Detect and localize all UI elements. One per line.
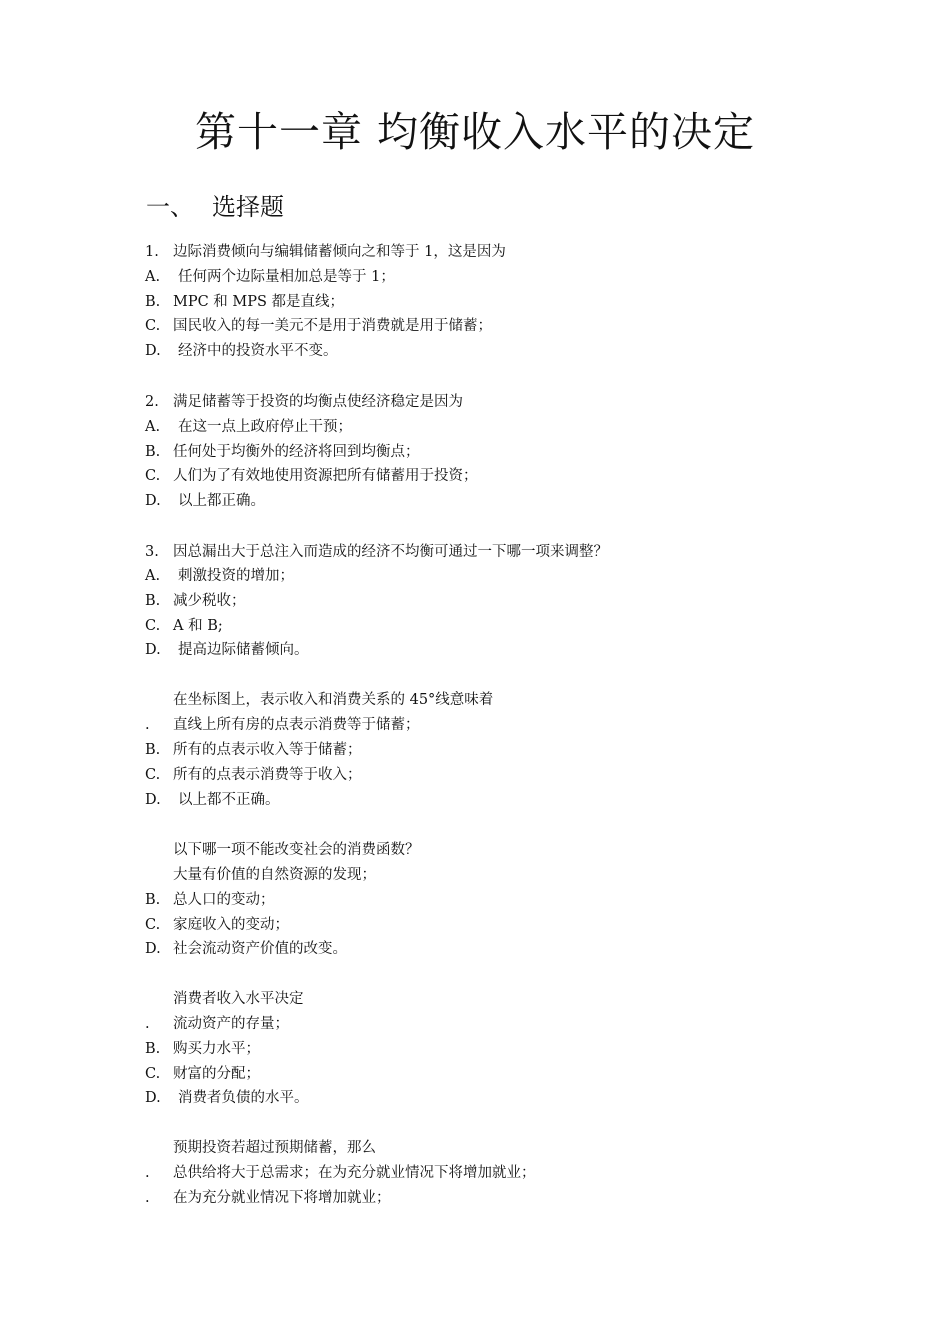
item-marker: . bbox=[145, 717, 150, 733]
question-line bbox=[0, 1086, 950, 1110]
item-text: 人们为了有效地使用资源把所有储蓄用于投资； bbox=[173, 468, 478, 484]
item-marker: B. bbox=[145, 294, 161, 310]
item-marker: D. bbox=[145, 493, 161, 509]
question-line bbox=[0, 1012, 950, 1036]
item-text: 所有的点表示收入等于储蓄； bbox=[173, 742, 362, 758]
item-marker: D. bbox=[145, 941, 161, 957]
question-line bbox=[0, 1062, 950, 1086]
item-marker: . bbox=[145, 1016, 150, 1032]
item-text: 任何两个边际量相加总是等于 1； bbox=[178, 269, 395, 285]
question-line bbox=[0, 838, 950, 862]
question-line bbox=[0, 1161, 950, 1185]
item-marker: C. bbox=[145, 468, 161, 484]
question-line bbox=[0, 440, 950, 464]
item-text: 国民收入的每一美元不是用于消费就是用于储蓄； bbox=[173, 318, 492, 334]
item-marker: B. bbox=[145, 444, 161, 460]
question-line bbox=[0, 1037, 950, 1061]
item-text: 以下哪一项不能改变社会的消费函数？ bbox=[173, 842, 420, 858]
section-label: 选择题 bbox=[212, 193, 284, 221]
question-line bbox=[0, 688, 950, 712]
question-line bbox=[0, 863, 950, 887]
item-marker: 1. bbox=[145, 244, 159, 260]
item-marker: D. bbox=[145, 642, 161, 658]
question-line bbox=[0, 713, 950, 737]
item-text: 所有的点表示消费等于收入； bbox=[173, 767, 362, 783]
question-line bbox=[0, 638, 950, 662]
question-line bbox=[0, 265, 950, 289]
item-marker: B. bbox=[145, 892, 161, 908]
item-text: 总供给将大于总需求；在为充分就业情况下将增加就业； bbox=[173, 1165, 536, 1181]
section-heading bbox=[146, 191, 284, 223]
item-marker: . bbox=[145, 1190, 150, 1206]
item-text: 流动资产的存量； bbox=[173, 1016, 289, 1032]
item-text: 大量有价值的自然资源的发现； bbox=[173, 867, 376, 883]
item-text: 在这一点上政府停止干预； bbox=[178, 419, 352, 435]
item-text: A 和 B; bbox=[173, 618, 223, 634]
item-text: 任何处于均衡外的经济将回到均衡点； bbox=[173, 444, 420, 460]
item-marker: D. bbox=[145, 343, 161, 359]
item-marker: C. bbox=[145, 917, 161, 933]
item-marker: A. bbox=[145, 568, 161, 584]
question-line bbox=[0, 540, 950, 564]
question-line bbox=[0, 937, 950, 961]
item-marker: A. bbox=[145, 269, 161, 285]
question-line bbox=[0, 888, 950, 912]
item-marker: D. bbox=[145, 1090, 161, 1106]
question-line bbox=[0, 564, 950, 588]
item-text: 财富的分配； bbox=[173, 1066, 260, 1082]
item-text: 在坐标图上，表示收入和消费关系的 45°线意味着 bbox=[173, 692, 494, 708]
item-text: 满足储蓄等于投资的均衡点使经济稳定是因为 bbox=[173, 394, 463, 410]
item-text: 直线上所有房的点表示消费等于储蓄； bbox=[173, 717, 420, 733]
item-marker: 3. bbox=[145, 544, 159, 560]
item-marker: C. bbox=[145, 1066, 161, 1082]
question-line bbox=[0, 763, 950, 787]
item-marker: C. bbox=[145, 767, 161, 783]
question-line bbox=[0, 1136, 950, 1160]
item-marker: C. bbox=[145, 618, 161, 634]
question-line bbox=[0, 489, 950, 513]
question-line bbox=[0, 464, 950, 488]
item-marker: . bbox=[145, 1165, 150, 1181]
question-line bbox=[0, 290, 950, 314]
page-title: 第十一章 均衡收入水平的决定 bbox=[194, 108, 756, 156]
item-text: 提高边际储蓄倾向。 bbox=[178, 642, 309, 658]
item-text: 因总漏出大于总注入而造成的经济不均衡可通过一下哪一项来调整？ bbox=[173, 544, 608, 560]
question-line bbox=[0, 339, 950, 363]
item-text: 家庭收入的变动； bbox=[173, 917, 289, 933]
item-text: 刺激投资的增加； bbox=[178, 568, 294, 584]
item-text: 预期投资若超过预期储蓄，那么 bbox=[173, 1140, 376, 1156]
question-line bbox=[0, 738, 950, 762]
item-text: 边际消费倾向与编辑储蓄倾向之和等于 1，这是因为 bbox=[173, 244, 506, 260]
item-text: 总人口的变动； bbox=[173, 892, 275, 908]
item-text: 以上都正确。 bbox=[178, 493, 265, 509]
question-line bbox=[0, 390, 950, 414]
question-line bbox=[0, 415, 950, 439]
section-number: 一、 bbox=[146, 193, 194, 221]
item-text: 社会流动资产价值的改变。 bbox=[173, 941, 347, 957]
item-text: 经济中的投资水平不变。 bbox=[178, 343, 338, 359]
item-marker: D. bbox=[145, 792, 161, 808]
question-line bbox=[0, 987, 950, 1011]
item-text: 以上都不正确。 bbox=[178, 792, 280, 808]
item-text: 减少税收； bbox=[173, 593, 246, 609]
item-text: 消费者收入水平决定 bbox=[173, 991, 304, 1007]
question-line bbox=[0, 614, 950, 638]
item-text: MPC 和 MPS 都是直线； bbox=[173, 294, 345, 310]
question-line bbox=[0, 589, 950, 613]
item-marker: B. bbox=[145, 742, 161, 758]
question-line bbox=[0, 1186, 950, 1210]
item-marker: B. bbox=[145, 593, 161, 609]
item-marker: B. bbox=[145, 1041, 161, 1057]
item-marker: C. bbox=[145, 318, 161, 334]
question-line bbox=[0, 240, 950, 264]
question-line bbox=[0, 788, 950, 812]
question-line bbox=[0, 913, 950, 937]
item-marker: A. bbox=[145, 419, 161, 435]
item-marker: 2. bbox=[145, 394, 159, 410]
question-line bbox=[0, 314, 950, 338]
item-text: 购买力水平； bbox=[173, 1041, 260, 1057]
item-text: 消费者负债的水平。 bbox=[178, 1090, 309, 1106]
item-text: 在为充分就业情况下将增加就业； bbox=[173, 1190, 391, 1206]
